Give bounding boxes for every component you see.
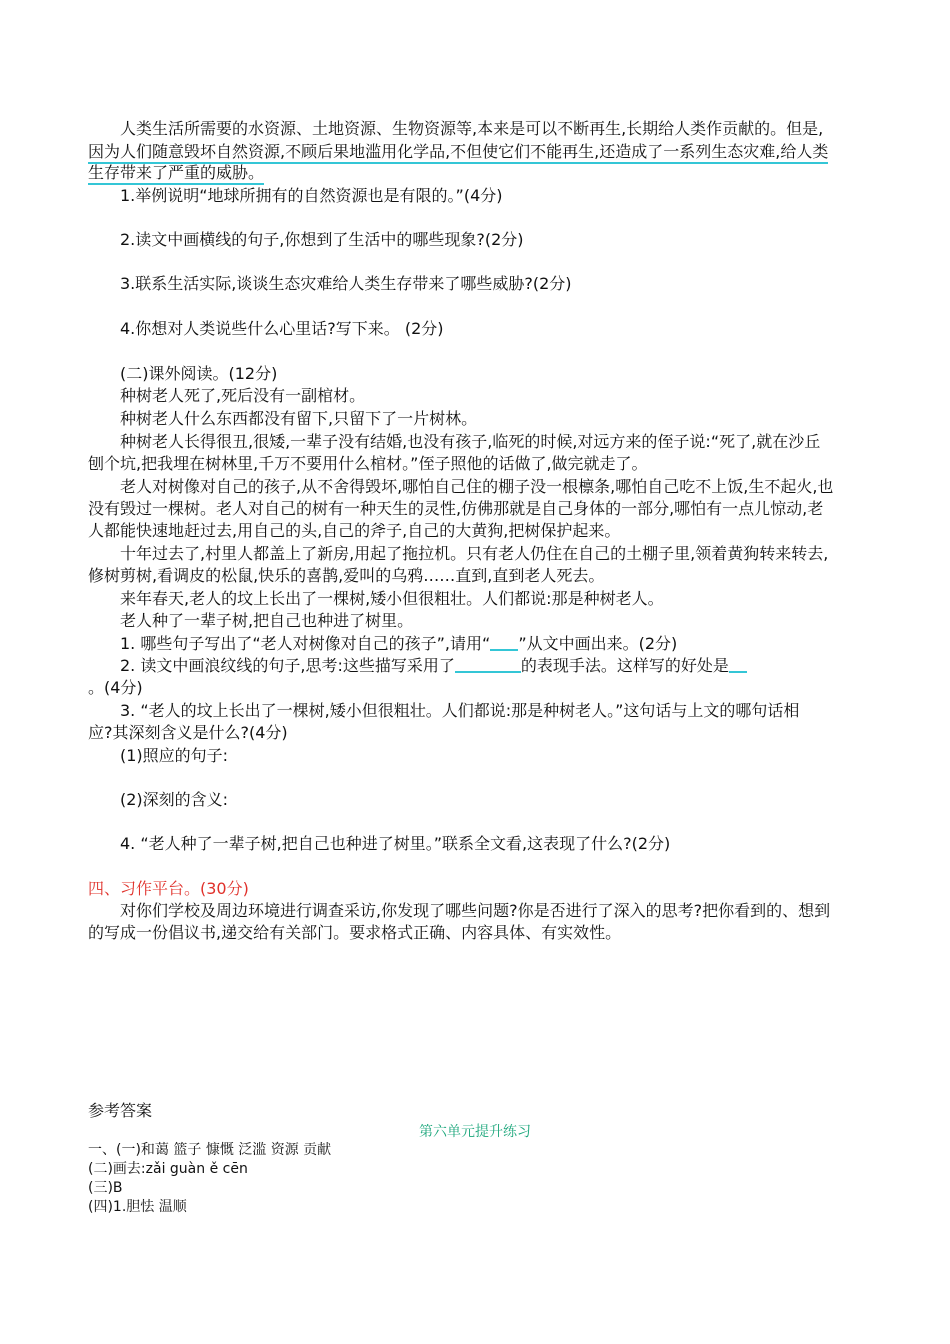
question-text: 的表现手法。这样写的好处是 [520,656,729,675]
story-paragraph: 来年春天,老人的坟上长出了一棵树,矮小但很粗壮。人们都说:那是种树老人。 [120,589,664,608]
answer-line: (三)B [88,1180,123,1196]
answers-heading: 参考答案 [88,1101,153,1120]
passage-line: 人类生活所需要的水资源、土地资源、生物资源等,本来是可以不断再生,长期给人类作贡献的。但是, [120,119,824,138]
story-paragraph-cont: 人都能快速地赶过去,用自己的头,自己的斧子,自己的大黄狗,把树保护起来。 [88,521,621,540]
section-2-title: (二)课外阅读。(12分) [120,364,278,383]
underlined-sentence: 因为人们随意毁坏自然资源,不顾后果地滥用化学品,不但使它们不能再生,还造成了一系列生态灾难,给人类 [88,142,828,164]
passage-line-underlined [88,141,862,163]
sub-question-1: (1)照应的句子: [120,746,229,765]
story-question-2-cont: 。(4分) [88,678,143,697]
underlined-sentence: 生存带来了严重的威胁。 [88,163,264,185]
sub-question-2: (2)深刻的含义: [120,790,229,809]
question-text: 1. 哪些句子写出了“老人对树像对自己的孩子”,请用“ [120,634,491,653]
answer-blank[interactable] [490,633,518,651]
story-paragraph: 种树老人死了,死后没有一副棺材。 [120,386,366,405]
essay-prompt: 对你们学校及周边环境进行调查采访,你发现了哪些问题?你是否进行了深入的思考?把你看到的、想到 [120,901,831,920]
section-4-title: 四、习作平台。(30分) [88,879,249,898]
story-paragraph-cont: 没有毁过一棵树。老人对自己的树有一种天生的灵性,仿佛那就是自己身体的一部分,哪怕有一点儿惊动,老 [88,499,824,518]
story-question-4: 4. “老人种了一辈子树,把自己也种进了树里。”联系全文看,这表现了什么?(2分) [120,834,671,853]
answer-line: 一、(一)和蔼 篮子 慷慨 泛滥 资源 贡献 [88,1142,332,1158]
question-4: 4.你想对人类说些什么心里话?写下来。 (2分) [120,319,444,338]
story-question-3-cont: 应?其深刻含义是什么?(4分) [88,723,288,742]
story-paragraph: 种树老人什么东西都没有留下,只留下了一片树林。 [120,409,478,428]
unit-title: 第六单元提升练习 [419,1124,531,1140]
answer-blank[interactable] [455,655,521,673]
story-question-3: 3. “老人的坟上长出了一棵树,矮小但很粗壮。人们都说:那是种树老人。”这句话与上文的哪句话相 [120,701,800,720]
answer-blank[interactable] [729,655,747,673]
story-paragraph-cont: 刨个坑,把我埋在树林里,千万不要用什么棺材。”侄子照他的话做了,做完就走了。 [88,454,648,473]
answer-line: (二)画去:zǎi guàn ě cēn [88,1161,248,1177]
essay-prompt-cont: 的写成一份倡议书,递交给有关部门。要求格式正确、内容具体、有实效性。 [88,923,622,942]
passage-line-underlined [88,162,862,184]
story-paragraph: 十年过去了,村里人都盖上了新房,用起了拖拉机。只有老人仍住在自己的土棚子里,领着黄狗转来转去, [120,544,829,563]
story-paragraph: 老人对树像对自己的孩子,从不舍得毁坏,哪怕自己住的棚子没一根檩条,哪怕自己吃不上饭,生不起火,也 [120,477,834,496]
question-text: 2. 读文中画浪纹线的句子,思考:这些描写采用了 [120,656,455,675]
story-question-2 [120,655,862,677]
question-text: ”从文中画出来。(2分) [518,634,678,653]
answer-line: (四)1.胆怯 温顺 [88,1199,187,1215]
question-1: 1.举例说明“地球所拥有的自然资源也是有限的。”(4分) [120,186,503,205]
question-2: 2.读文中画横线的句子,你想到了生活中的哪些现象?(2分) [120,230,524,249]
story-paragraph: 老人种了一辈子树,把自己也种进了树里。 [120,611,414,630]
story-paragraph-cont: 修树剪树,看调皮的松鼠,快乐的喜鹊,爱叫的乌鸦……直到,直到老人死去。 [88,566,605,585]
question-3: 3.联系生活实际,谈谈生态灾难给人类生存带来了哪些威胁?(2分) [120,274,572,293]
story-question-1 [120,633,862,655]
story-paragraph: 种树老人长得很丑,很矮,一辈子没有结婚,也没有孩子,临死的时候,对远方来的侄子说:“死了,就在沙丘 [120,432,821,451]
